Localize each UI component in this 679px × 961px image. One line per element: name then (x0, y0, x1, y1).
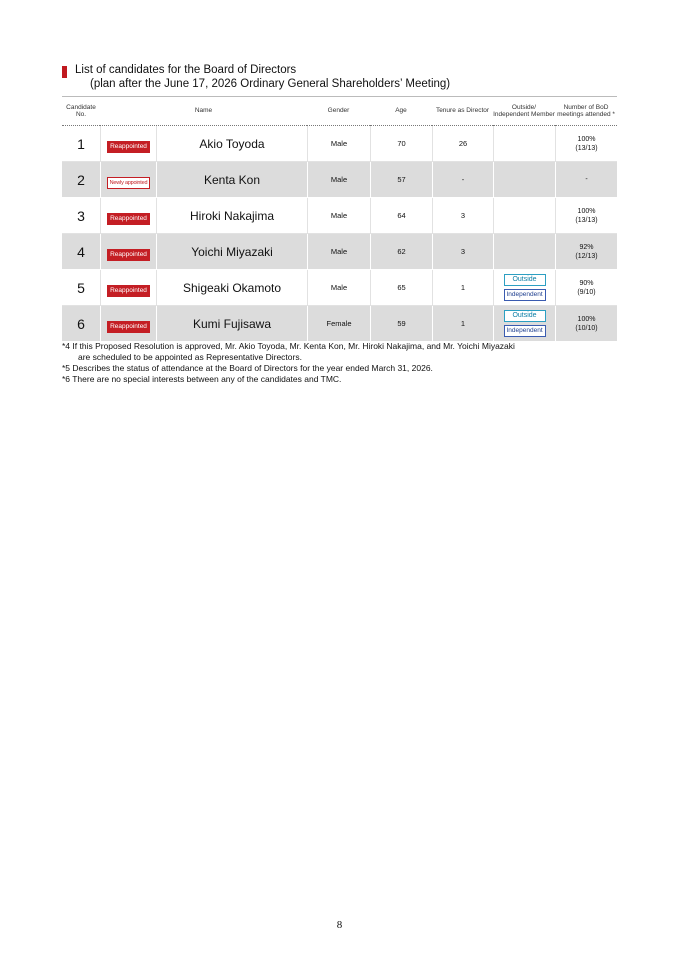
title-line-1: List of candidates for the Board of Directors (75, 64, 297, 76)
attendance-cell (555, 270, 617, 306)
candidate-tenure: 1 (432, 306, 493, 342)
candidate-name: Kumi Fujisawa (156, 306, 307, 342)
candidate-name: Shigeaki Okamoto (156, 270, 307, 306)
reappointed-badge: Reappointed (107, 213, 150, 225)
candidate-name: Kenta Kon (156, 162, 307, 198)
table-header-row (62, 96, 617, 126)
candidate-name: Akio Toyoda (156, 126, 307, 162)
candidate-age: 57 (370, 162, 432, 198)
newly-appointed-badge: Newly appointed (107, 177, 151, 189)
candidate-tenure: 26 (432, 126, 493, 162)
title-accent-bar (62, 66, 67, 78)
outside-independent-cell (493, 234, 555, 270)
candidate-gender: Male (307, 234, 370, 270)
attendance-count: (13/13) (575, 216, 598, 224)
outside-independent-cell (493, 126, 555, 162)
table-row (62, 162, 617, 198)
table-row (62, 126, 617, 162)
attendance-cell (555, 198, 617, 234)
candidate-tenure: 1 (432, 270, 493, 306)
reappointed-badge: Reappointed (107, 321, 150, 333)
reappointed-badge: Reappointed (107, 249, 150, 261)
header-candidate-no: Candidate No. (62, 96, 100, 126)
candidate-no: 2 (62, 162, 100, 198)
table-row (62, 198, 617, 234)
table-row (62, 234, 617, 270)
attendance-cell (555, 126, 617, 162)
candidate-age: 70 (370, 126, 432, 162)
candidate-no: 3 (62, 198, 100, 234)
outside-badge: Outside (504, 274, 546, 286)
title-line-2: (plan after the June 17, 2026 Ordinary General Shareholders’ Meeting) (90, 78, 451, 90)
outside-independent-cell (493, 270, 555, 306)
candidate-tenure: 3 (432, 234, 493, 270)
attendance-count: (10/10) (575, 324, 598, 332)
outside-independent-cell (493, 198, 555, 234)
footnote-4-line-1: *4 If this Proposed Resolution is approved, Mr. Akio Toyoda, Mr. Kenta Kon, Mr. Hiroki Nakajima, and Mr. Yoichi Miyazaki (62, 341, 515, 351)
candidate-age: 59 (370, 306, 432, 342)
reappointed-badge: Reappointed (107, 141, 150, 153)
header-outside-independent: Outside/ Independent Member (493, 96, 555, 126)
candidate-age: 64 (370, 198, 432, 234)
header-attendance: Number of BoD meetings attended * (555, 96, 617, 126)
candidate-no: 1 (62, 126, 100, 162)
header-gender: Gender (307, 96, 370, 126)
attendance-count: (12/13) (575, 252, 598, 260)
attendance-pct: 100% (577, 315, 596, 323)
candidate-age: 62 (370, 234, 432, 270)
candidate-gender: Male (307, 198, 370, 234)
candidate-gender: Female (307, 306, 370, 342)
candidate-gender: Male (307, 162, 370, 198)
candidate-no: 6 (62, 306, 100, 342)
candidate-no: 4 (62, 234, 100, 270)
candidates-table (62, 96, 617, 342)
candidate-age: 65 (370, 270, 432, 306)
header-age: Age (370, 96, 432, 126)
candidate-name: Yoichi Miyazaki (156, 234, 307, 270)
attendance-pct: 90% (579, 279, 594, 287)
outside-independent-cell (493, 306, 555, 342)
attendance-count: (9/10) (577, 288, 596, 296)
header-tenure: Tenure as Director (432, 96, 493, 126)
attendance-cell (555, 234, 617, 270)
candidate-tenure: - (432, 162, 493, 198)
attendance-pct: 92% (579, 243, 594, 251)
attendance-pct: - (585, 176, 588, 183)
footnote-4 (62, 341, 622, 363)
outside-badge: Outside (504, 310, 546, 322)
candidate-no: 5 (62, 270, 100, 306)
candidate-tenure: 3 (432, 198, 493, 234)
table-row (62, 270, 617, 306)
outside-independent-cell (493, 162, 555, 198)
attendance-pct: 100% (577, 135, 596, 143)
header-name: Name (100, 96, 307, 126)
footnote-6: *6 There are no special interests between any of the candidates and TMC. (62, 374, 342, 384)
attendance-cell (555, 162, 617, 198)
independent-badge: Independent (504, 325, 546, 337)
independent-badge: Independent (504, 289, 546, 301)
candidate-gender: Male (307, 126, 370, 162)
table-row (62, 306, 617, 342)
attendance-count: (13/13) (575, 144, 598, 152)
attendance-cell (555, 306, 617, 342)
reappointed-badge: Reappointed (107, 285, 150, 297)
candidate-gender: Male (307, 270, 370, 306)
footnote-5: *5 Describes the status of attendance at the Board of Directors for the year ended March 31, 2026. (62, 363, 433, 373)
candidate-name: Hiroki Nakajima (156, 198, 307, 234)
footnote-4-line-2: are scheduled to be appointed as Representative Directors. (78, 352, 302, 362)
page-number: 8 (336, 919, 343, 931)
footnotes (62, 341, 622, 385)
attendance-pct: 100% (577, 207, 596, 215)
